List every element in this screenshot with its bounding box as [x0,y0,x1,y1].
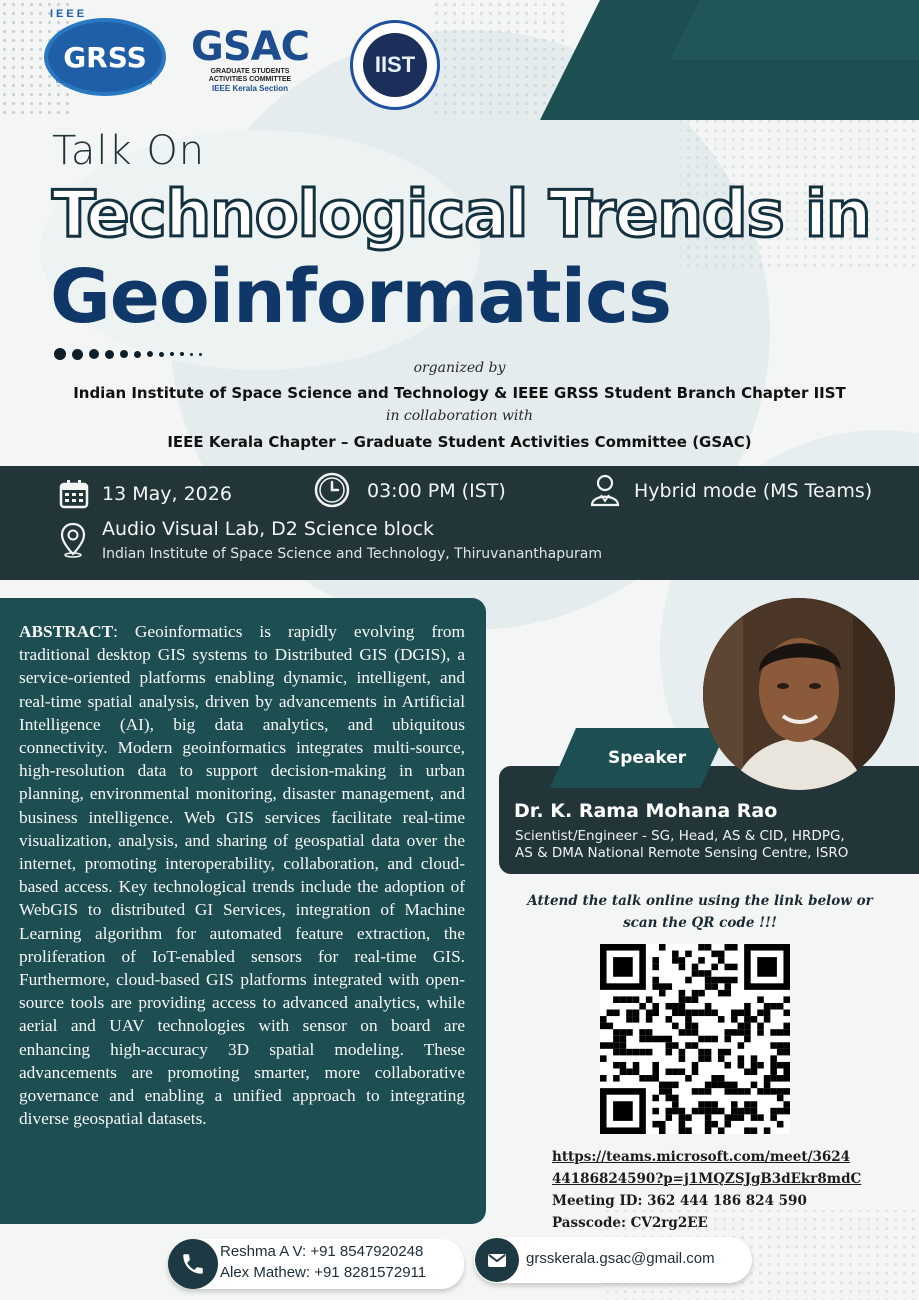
speaker-name: Dr. K. Rama Mohana Rao [514,800,778,822]
event-venue: Audio Visual Lab, D2 Science block [102,518,435,540]
organized-by-label: organized by [413,360,506,376]
event-venue-sub: Indian Institute of Space Science and Technology, Thiruvananthapuram [102,546,602,562]
location-pin-icon [60,522,86,558]
online-note-line2: scan the QR code !!! [623,915,777,931]
gsac-logo-line2: ACTIVITIES COMMITTEE [208,76,292,83]
page-title-line2: Geoinformatics [50,254,672,340]
meeting-qr-code[interactable] [600,944,790,1134]
grss-logo-text: GRSS [63,40,147,74]
speaker-desc-line1: Scientist/Engineer - SG, Head, AS & CID, HRDPG, [515,828,845,844]
event-info-band [0,466,919,580]
speaker-desc-line2: AS & DMA National Remote Sensing Centre, ISRO [515,845,849,861]
phone-icon [168,1239,218,1289]
gsac-logo-text: GSAC [191,24,309,70]
meeting-info [552,1146,861,1234]
talk-on-heading: Talk On [52,128,206,174]
event-date: 13 May, 2026 [102,483,232,505]
meeting-id: Meeting ID: 362 444 186 824 590 [552,1193,807,1209]
iist-logo [350,20,440,110]
speaker-photo [703,598,895,790]
meeting-passcode: Passcode: CV2rg2EE [552,1215,708,1231]
organizer-secondary: IEEE Kerala Chapter – Graduate Student Activities Committee (GSAC) [167,433,752,451]
iist-logo-emblem [363,33,427,97]
grss-logo-ring-text: Geoscience and Remote Sensing Society [55,78,153,92]
person-icon [588,472,622,508]
email-contact-pill [474,1237,752,1283]
phone-contact-2[interactable]: Alex Mathew: +91 8281572911 [220,1264,427,1281]
meeting-link-line2[interactable]: 44186824590?p=j1MQZSJgB3dEkr8mdC [552,1171,862,1187]
gsac-logo-line3: IEEE Kerala Section [211,84,289,93]
phone-contact-1[interactable]: Reshma A V: +91 8547920248 [220,1243,424,1260]
online-note [520,890,880,934]
event-time: 03:00 PM (IST) [367,480,506,502]
calendar-icon [58,478,90,510]
gsac-logo [190,22,310,98]
abstract-label: ABSTRACT [19,622,114,641]
email-contact[interactable]: grsskerala.gsac@gmail.com [526,1250,715,1267]
online-note-line1: Attend the talk online using the link below or [527,893,873,909]
gsac-logo-line1: GRADUATE STUDENTS [210,68,290,75]
speaker-tab-label: Speaker [608,748,687,768]
event-mode: Hybrid mode (MS Teams) [634,480,873,502]
email-icon [475,1238,519,1282]
abstract-body: : Geoinformatics is rapidly evolving from traditional desktop GIS systems to Distributed GIS (DGIS), a service-oriented platforms enabling dynamic, intelligent, and real-time spatial analysis, driven by advancements in Artificial Intelligence (AI), big data analytics, and ubiquitous connectivity. Modern geoinformatics integrates multi-source, high-resolution data to support decision-making in urban planning, environmental monitoring, disaster management, and business intelligence. Web GIS services facilitate real-time visualization, analysis, and sharing of geospatial data over the internet, promoting interoperability, collaboration, and cloud-based access. Key technological trends include the adoption of WebGIS to distributed GI Services, integration of Machine Learning algorithm for automated feature extraction, the proliferation of IoT-enabled sensors for real-time GIS. Furthermore, cloud-based GIS platforms integrated with open-source tools are providing access to advanced analytics, while aerial and UAV technologies with sensor on board are enhancing high-accuracy 3D spatial modeling. These advancements are promoting smarter, more collaborative governance and enabling a unified approach to integrating diverse geospatial datasets. [19,622,465,1129]
abstract-text [19,620,465,1130]
meeting-link-line1[interactable]: https://teams.microsoft.com/meet/3624 [552,1149,851,1165]
decorative-dots [54,348,202,360]
collaboration-label: in collaboration with [385,408,534,424]
abstract-panel [0,598,486,1224]
clock-icon [313,471,351,509]
iist-logo-text: IIST [374,52,416,77]
organizer-primary: Indian Institute of Space Science and Technology & IEEE GRSS Student Branch Chapter IIST [73,384,846,402]
phone-contact-pill [168,1239,464,1289]
grss-logo-ieee: IEEE [50,8,88,20]
page-title-line1: Technological Trends in [52,178,871,252]
